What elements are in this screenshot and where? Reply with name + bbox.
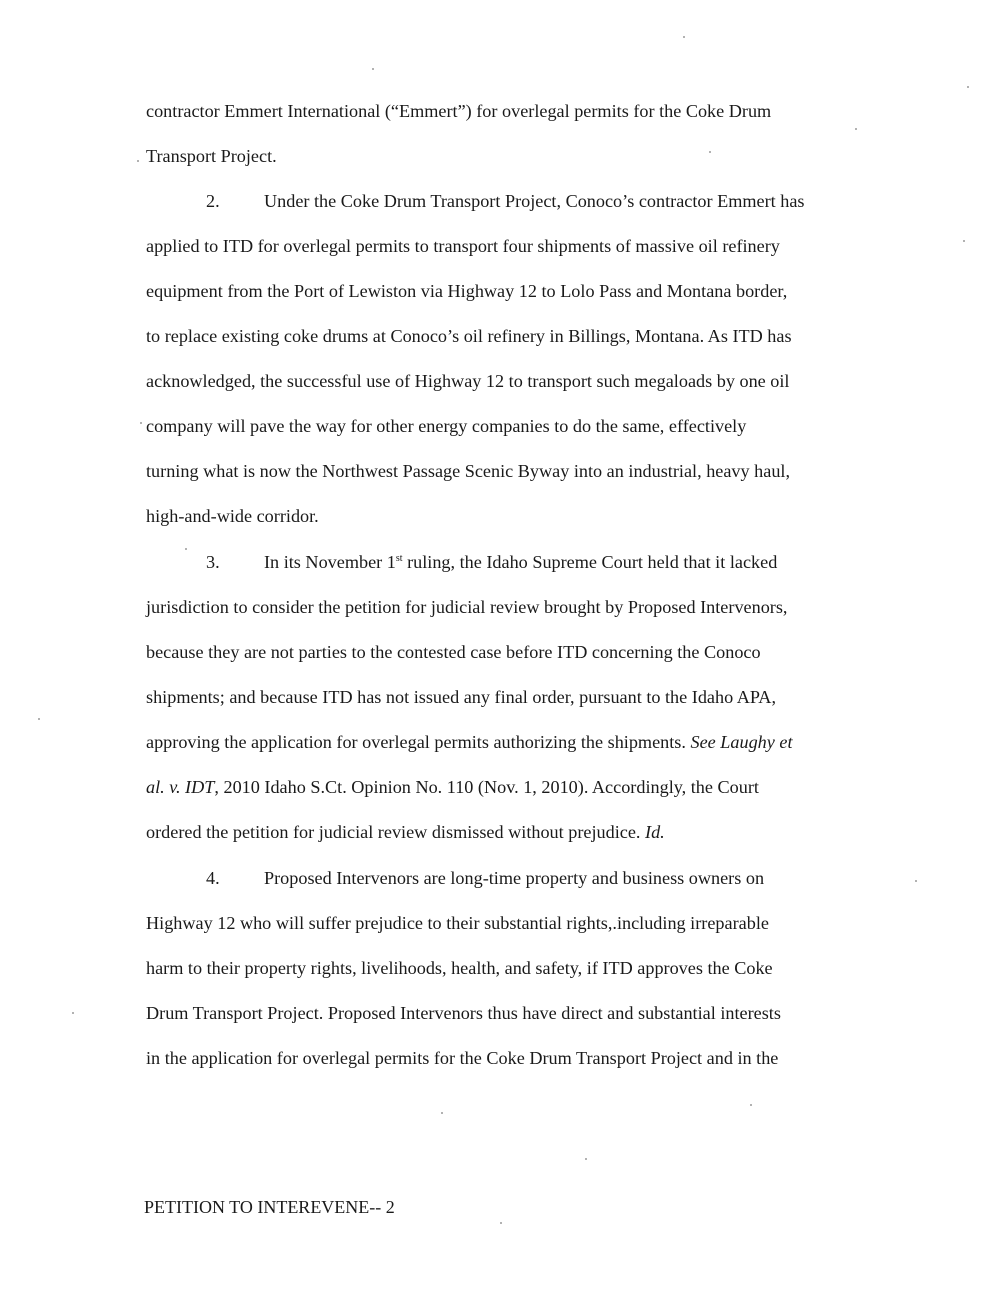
text-line: harm to their property rights, livelihoods, health, and safety, if ITD approves the Coke bbox=[146, 958, 773, 978]
text-line: high-and-wide corridor. bbox=[146, 506, 319, 526]
scan-speck bbox=[750, 1104, 752, 1106]
scan-speck bbox=[38, 718, 40, 720]
text-line: turning what is now the Northwest Passage Scenic Byway into an industrial, heavy haul, bbox=[146, 461, 791, 481]
scan-speck bbox=[372, 68, 374, 70]
text-span: Under the Coke Drum Transport Project, Conoco’s contractor Emmert has bbox=[264, 191, 805, 211]
text-line: applied to ITD for overlegal permits to transport four shipments of massive oil refinery bbox=[146, 236, 780, 256]
text-line: to replace existing coke drums at Conoco’s oil refinery in Billings, Montana. As ITD has bbox=[146, 326, 792, 346]
paragraph-3-first-line bbox=[146, 551, 777, 573]
scan-speck bbox=[683, 36, 685, 38]
citation: Id. bbox=[645, 822, 665, 842]
text-line: acknowledged, the successful use of Highway 12 to transport such megaloads by one oil bbox=[146, 371, 790, 391]
scan-speck bbox=[72, 1012, 74, 1014]
text-span: ordered the petition for judicial review dismissed without prejudice. bbox=[146, 822, 646, 842]
text-line: company will pave the way for other energy companies to do the same, effectively bbox=[146, 416, 747, 436]
scan-speck bbox=[137, 160, 139, 162]
scan-speck bbox=[585, 1158, 587, 1160]
citation: See Laughy et bbox=[690, 732, 793, 752]
paragraph-number: 3. bbox=[206, 552, 220, 572]
text-line: shipments; and because ITD has not issued any final order, pursuant to the Idaho APA, bbox=[146, 687, 776, 707]
text-span: approving the application for overlegal permits authorizing the shipments. bbox=[146, 732, 691, 752]
text-line: equipment from the Port of Lewiston via Highway 12 to Lolo Pass and Montana border, bbox=[146, 281, 788, 301]
text-line bbox=[146, 821, 665, 843]
scan-speck bbox=[915, 880, 917, 882]
superscript: st bbox=[395, 553, 403, 564]
scan-speck bbox=[185, 548, 187, 550]
text-line: in the application for overlegal permits for the Coke Drum Transport Project and in the bbox=[146, 1048, 779, 1068]
paragraph-2-first-line bbox=[146, 190, 804, 212]
text-line: contractor Emmert International (“Emmert”) for overlegal permits for the Coke Drum bbox=[146, 101, 772, 121]
paragraph-number: 4. bbox=[206, 868, 220, 888]
scan-speck bbox=[441, 1112, 443, 1114]
text-line: Highway 12 who will suffer prejudice to their substantial rights,.including irreparable bbox=[146, 913, 769, 933]
text-span: Proposed Intervenors are long-time property and business owners on bbox=[264, 868, 765, 888]
scan-speck bbox=[855, 128, 857, 130]
text-line: Transport Project. bbox=[146, 146, 277, 166]
scan-speck bbox=[967, 86, 969, 88]
text-line: jurisdiction to consider the petition for judicial review brought by Proposed Intervenors, bbox=[146, 597, 788, 617]
citation: al. v. IDT bbox=[146, 777, 215, 797]
text-span: In its November 1 bbox=[264, 552, 396, 572]
scan-speck bbox=[500, 1222, 502, 1224]
paragraph-number: 2. bbox=[206, 191, 220, 211]
paragraph-4-first-line bbox=[146, 867, 764, 889]
scan-speck bbox=[709, 151, 711, 153]
text-line: Drum Transport Project. Proposed Intervenors thus have direct and substantial interests bbox=[146, 1003, 781, 1023]
text-span: , 2010 Idaho S.Ct. Opinion No. 110 (Nov. 1, 2010). Accordingly, the Court bbox=[214, 777, 759, 797]
scan-speck bbox=[140, 422, 142, 424]
page-footer: PETITION TO INTEREVENE-- 2 bbox=[144, 1197, 395, 1217]
text-line bbox=[146, 731, 793, 753]
text-span: ruling, the Idaho Supreme Court held that it lacked bbox=[402, 552, 778, 572]
text-line bbox=[146, 776, 759, 798]
scan-speck bbox=[963, 240, 965, 242]
text-line: because they are not parties to the contested case before ITD concerning the Conoco bbox=[146, 642, 761, 662]
